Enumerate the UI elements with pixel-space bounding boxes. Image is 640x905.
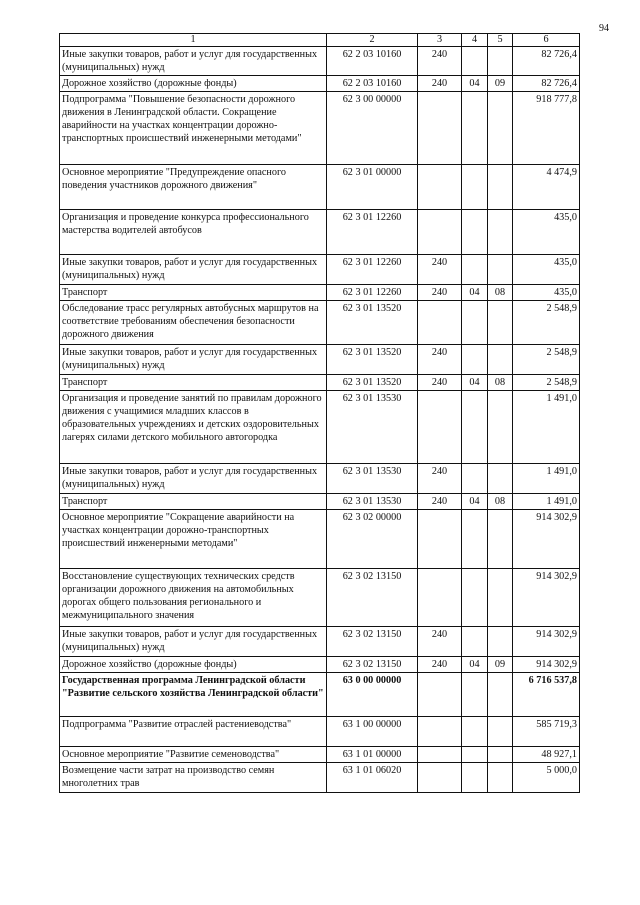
table-row [60,375,580,391]
table-row [60,717,580,747]
row-rz [462,763,488,793]
row-amount: 2 548,9 [513,345,580,375]
row-rz: 04 [462,285,488,301]
table-row [60,165,580,210]
header-cell-code: 2 [327,34,418,47]
row-name: Транспорт [60,375,327,391]
row-name: Обследование трасс регулярных автобусных маршрутов на соответствие требованиям обеспечения безопасности дорожного движения [60,301,327,345]
table-row [60,763,580,793]
row-code: 62 3 01 13530 [327,464,418,494]
row-code: 62 3 01 13520 [327,301,418,345]
row-vr: 240 [418,627,462,657]
row-vr: 240 [418,375,462,391]
row-pr [488,255,513,285]
row-name: Государственная программа Ленинградской области "Развитие сельского хозяйства Ленинградской области" [60,673,327,717]
header-cell-vr: 3 [418,34,462,47]
table-row [60,747,580,763]
row-amount: 914 302,9 [513,510,580,569]
row-name: Дорожное хозяйство (дорожные фонды) [60,76,327,92]
row-code: 62 3 01 13530 [327,494,418,510]
row-pr [488,464,513,494]
row-pr: 08 [488,494,513,510]
row-name: Иные закупки товаров, работ и услуг для государственных (муниципальных) нужд [60,255,327,285]
row-name: Основное мероприятие "Предупреждение опасного поведения участников дорожного движения" [60,165,327,210]
row-vr: 240 [418,494,462,510]
row-rz [462,345,488,375]
row-rz [462,391,488,464]
row-vr: 240 [418,464,462,494]
row-rz [462,210,488,255]
row-amount: 1 491,0 [513,391,580,464]
row-name: Возмещение части затрат на производство семян многолетних трав [60,763,327,793]
row-rz [462,510,488,569]
row-rz [462,464,488,494]
row-amount: 435,0 [513,255,580,285]
row-code: 62 2 03 10160 [327,47,418,76]
row-amount: 4 474,9 [513,165,580,210]
row-code: 62 3 02 13150 [327,627,418,657]
row-code: 62 3 00 00000 [327,92,418,165]
row-amount: 1 491,0 [513,494,580,510]
row-vr [418,569,462,627]
row-rz [462,92,488,165]
table-row [60,76,580,92]
row-code: 62 3 01 13530 [327,391,418,464]
row-amount: 5 000,0 [513,763,580,793]
row-pr [488,210,513,255]
page-number: 94 [599,23,609,34]
row-rz: 04 [462,375,488,391]
row-code: 63 1 01 06020 [327,763,418,793]
row-pr [488,47,513,76]
row-pr [488,673,513,717]
row-pr [488,747,513,763]
row-rz [462,165,488,210]
row-code: 62 3 01 00000 [327,165,418,210]
header-cell-pr: 5 [488,34,513,47]
budget-table [59,33,580,793]
row-pr [488,301,513,345]
row-code: 62 3 01 12260 [327,285,418,301]
row-code: 62 3 02 00000 [327,510,418,569]
row-code: 62 3 02 13150 [327,657,418,673]
header-cell-amount: 6 [513,34,580,47]
row-amount: 2 548,9 [513,375,580,391]
row-name: Дорожное хозяйство (дорожные фонды) [60,657,327,673]
row-pr [488,763,513,793]
table-row [60,510,580,569]
row-code: 62 3 01 13520 [327,375,418,391]
table-row [60,464,580,494]
row-rz [462,47,488,76]
row-vr: 240 [418,47,462,76]
row-vr [418,391,462,464]
table-row [60,92,580,165]
row-vr: 240 [418,76,462,92]
table-row [60,657,580,673]
row-pr [488,510,513,569]
row-name: Основное мероприятие "Сокращение аварийности на участках концентрации дорожно-транспортных происшествий инженерными методами" [60,510,327,569]
table-row [60,210,580,255]
row-code: 62 3 01 12260 [327,255,418,285]
row-amount: 2 548,9 [513,301,580,345]
row-code: 63 0 00 00000 [327,673,418,717]
table-row [60,301,580,345]
row-rz [462,569,488,627]
row-code: 62 3 01 12260 [327,210,418,255]
row-code: 63 1 01 00000 [327,747,418,763]
row-code: 63 1 00 00000 [327,717,418,747]
row-pr: 08 [488,285,513,301]
row-rz [462,301,488,345]
row-vr [418,747,462,763]
row-amount: 435,0 [513,285,580,301]
row-vr [418,301,462,345]
row-rz [462,747,488,763]
row-name: Транспорт [60,494,327,510]
table-header-row [60,34,580,47]
row-amount: 48 927,1 [513,747,580,763]
row-vr [418,763,462,793]
row-name: Восстановление существующих технических средств организации дорожного движения на автомобильных дорогах общего пользования регионального и межмуниципального значения [60,569,327,627]
row-rz [462,255,488,285]
row-pr [488,345,513,375]
table-row [60,673,580,717]
row-rz: 04 [462,657,488,673]
row-name: Транспорт [60,285,327,301]
row-amount: 435,0 [513,210,580,255]
row-name: Организация и проведение конкурса профессионального мастерства водителей автобусов [60,210,327,255]
row-rz: 04 [462,76,488,92]
row-vr [418,92,462,165]
row-rz: 04 [462,494,488,510]
row-name: Подпрограмма "Развитие отраслей растениеводства" [60,717,327,747]
row-pr [488,165,513,210]
row-amount: 914 302,9 [513,657,580,673]
row-rz [462,627,488,657]
row-vr [418,717,462,747]
header-cell-rz: 4 [462,34,488,47]
table-row [60,494,580,510]
header-cell-name: 1 [60,34,327,47]
table-row [60,47,580,76]
table-row [60,345,580,375]
table-row [60,627,580,657]
row-name: Иные закупки товаров, работ и услуг для государственных (муниципальных) нужд [60,47,327,76]
table-row [60,255,580,285]
row-name: Подпрограмма "Повышение безопасности дорожного движения в Ленинградской области. Сокращение аварийности на участках концентрации дорожно-транспортных происшествий инженерными методами" [60,92,327,165]
row-pr [488,717,513,747]
row-vr [418,165,462,210]
row-amount: 585 719,3 [513,717,580,747]
row-amount: 6 716 537,8 [513,673,580,717]
row-pr [488,569,513,627]
row-amount: 914 302,9 [513,569,580,627]
row-pr [488,92,513,165]
table-row [60,285,580,301]
row-vr [418,210,462,255]
row-amount: 82 726,4 [513,76,580,92]
row-vr [418,510,462,569]
row-vr: 240 [418,657,462,673]
row-pr: 08 [488,375,513,391]
row-code: 62 2 03 10160 [327,76,418,92]
row-code: 62 3 02 13150 [327,569,418,627]
row-name: Иные закупки товаров, работ и услуг для государственных (муниципальных) нужд [60,345,327,375]
table-row [60,569,580,627]
row-pr [488,391,513,464]
row-pr [488,627,513,657]
row-vr [418,673,462,717]
row-amount: 1 491,0 [513,464,580,494]
row-name: Иные закупки товаров, работ и услуг для государственных (муниципальных) нужд [60,627,327,657]
row-rz [462,717,488,747]
row-vr: 240 [418,255,462,285]
row-name: Основное мероприятие "Развитие семеноводства" [60,747,327,763]
row-name: Организация и проведение занятий по правилам дорожного движения с учащимися младших классов в образовательных учреждениях и детских оздоровительных лагерях силами детского мобильного автогородка [60,391,327,464]
row-rz [462,673,488,717]
row-amount: 82 726,4 [513,47,580,76]
row-amount: 914 302,9 [513,627,580,657]
row-amount: 918 777,8 [513,92,580,165]
row-pr: 09 [488,657,513,673]
row-vr: 240 [418,285,462,301]
row-code: 62 3 01 13520 [327,345,418,375]
row-vr: 240 [418,345,462,375]
row-name: Иные закупки товаров, работ и услуг для государственных (муниципальных) нужд [60,464,327,494]
table-row [60,391,580,464]
row-pr: 09 [488,76,513,92]
